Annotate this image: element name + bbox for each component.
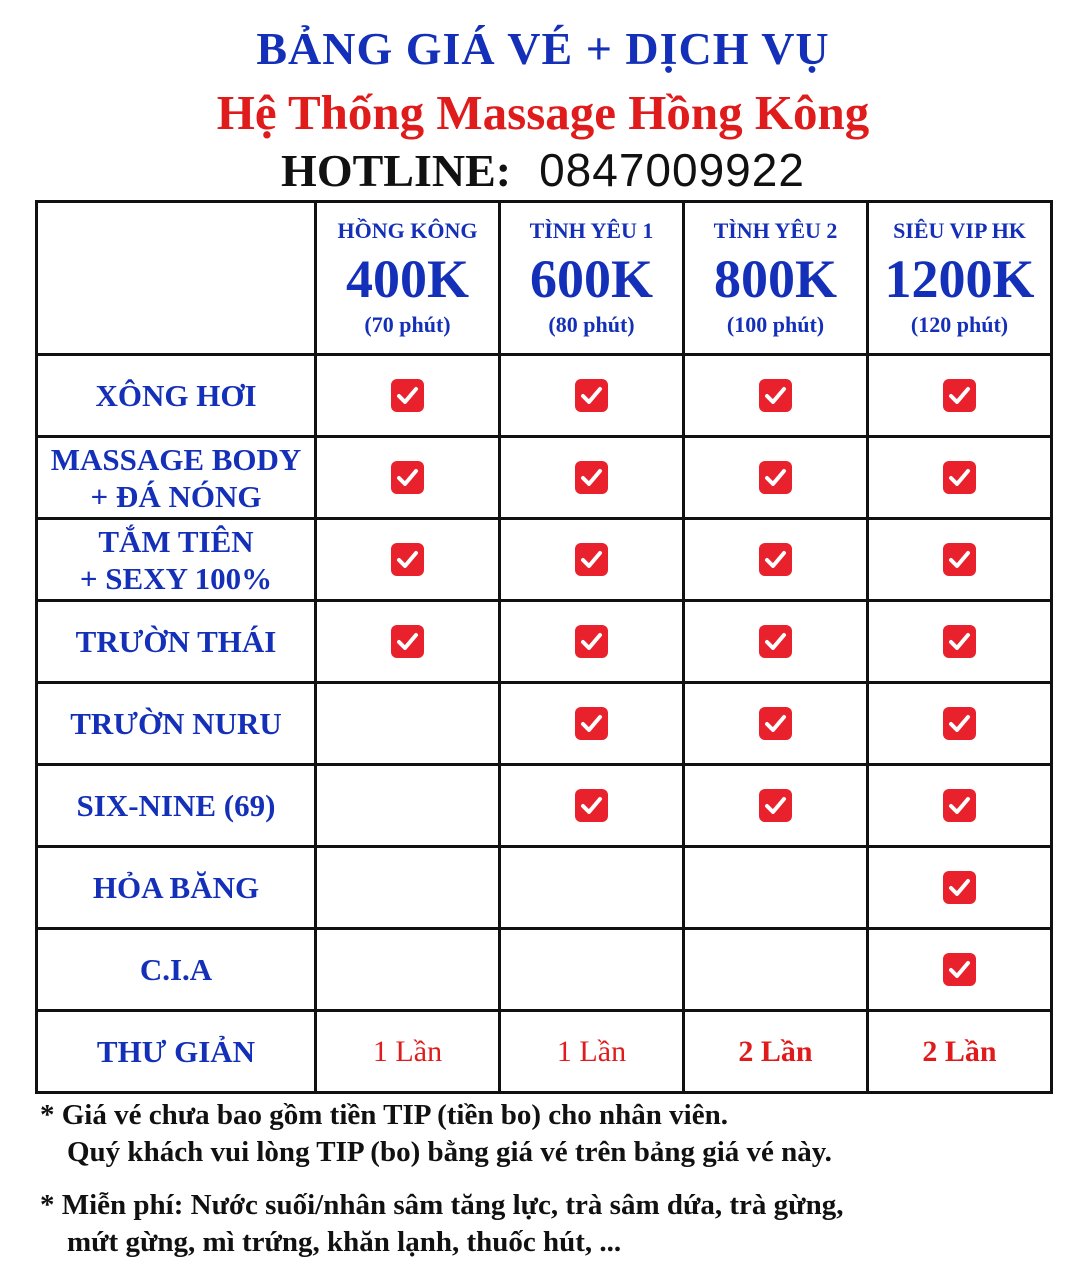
checkbox-checked-icon xyxy=(943,789,976,822)
service-package-cell xyxy=(868,437,1052,519)
package-price: 800K xyxy=(713,249,837,309)
service-package-cell xyxy=(684,519,868,601)
relax-row xyxy=(37,1011,1052,1093)
service-package-cell xyxy=(500,601,684,683)
service-package-cell xyxy=(500,355,684,437)
checkbox-checked-icon xyxy=(943,953,976,986)
relax-value-cell xyxy=(868,1011,1052,1093)
service-package-cell xyxy=(500,683,684,765)
service-package-cell xyxy=(684,847,868,929)
service-package-cell xyxy=(500,437,684,519)
package-name: TÌNH YÊU 1 xyxy=(529,218,654,243)
service-package-cell xyxy=(868,683,1052,765)
checkbox-checked-icon xyxy=(943,707,976,740)
service-label-line1: TRƯỜN THÁI xyxy=(75,624,277,659)
note-free-line1: * Miễn phí: Nước suối/nhân sâm tăng lực, trà sâm dứa, trà gừng, xyxy=(40,1189,844,1221)
service-package-cell xyxy=(316,765,500,847)
package-name: HỒNG KÔNG xyxy=(337,218,478,243)
service-package-cell xyxy=(684,765,868,847)
hotline xyxy=(0,143,1086,197)
checkbox-checked-icon xyxy=(759,461,792,494)
service-package-cell xyxy=(868,355,1052,437)
relax-value: 2 Lần xyxy=(922,1034,997,1068)
service-label xyxy=(38,869,314,906)
package-price: 600K xyxy=(529,249,653,309)
service-label-line1: HỎA BĂNG xyxy=(92,870,260,905)
package-cell xyxy=(500,202,684,355)
service-label-cell xyxy=(37,519,316,601)
checkbox-checked-icon xyxy=(759,379,792,412)
service-label xyxy=(38,787,314,824)
service-label-line1: C.I.A xyxy=(139,952,213,987)
service-package-cell xyxy=(500,519,684,601)
checkbox-checked-icon xyxy=(391,461,424,494)
service-label-line2: + SEXY 100% xyxy=(79,560,273,596)
package-cell xyxy=(316,202,500,355)
checkbox-checked-icon xyxy=(575,625,608,658)
service-package-cell xyxy=(316,355,500,437)
checkbox-checked-icon xyxy=(391,379,424,412)
service-row xyxy=(37,519,1052,601)
checkbox-checked-icon xyxy=(943,543,976,576)
relax-value: 1 Lần xyxy=(556,1034,627,1068)
note-free xyxy=(40,1187,843,1261)
service-label xyxy=(38,951,314,988)
service-label-cell xyxy=(37,1011,316,1093)
service-package-cell xyxy=(500,929,684,1011)
service-label-line1: MASSAGE BODY xyxy=(50,441,302,477)
service-package-cell xyxy=(316,519,500,601)
service-package-cell xyxy=(684,929,868,1011)
service-row xyxy=(37,683,1052,765)
service-package-cell xyxy=(684,437,868,519)
service-row xyxy=(37,437,1052,519)
relax-value: 1 Lần xyxy=(372,1034,443,1068)
service-label-cell xyxy=(37,355,316,437)
service-package-cell xyxy=(316,601,500,683)
checkbox-checked-icon xyxy=(759,543,792,576)
hotline-number[interactable]: 0847009922 xyxy=(539,144,805,196)
service-label-line1: SIX-NINE (69) xyxy=(76,788,276,823)
checkbox-checked-icon xyxy=(759,707,792,740)
service-label xyxy=(38,441,314,515)
service-label-cell xyxy=(37,683,316,765)
service-label xyxy=(38,623,314,660)
checkbox-checked-icon xyxy=(943,625,976,658)
checkbox-checked-icon xyxy=(943,461,976,494)
package-duration: (120 phút) xyxy=(910,312,1009,337)
service-row xyxy=(37,355,1052,437)
service-label-cell xyxy=(37,765,316,847)
service-package-cell xyxy=(316,929,500,1011)
service-package-cell xyxy=(868,765,1052,847)
service-package-cell xyxy=(500,765,684,847)
checkbox-checked-icon xyxy=(943,379,976,412)
service-row xyxy=(37,847,1052,929)
package-cell xyxy=(868,202,1052,355)
note-tip xyxy=(40,1097,832,1171)
service-package-cell xyxy=(684,601,868,683)
checkbox-checked-icon xyxy=(575,461,608,494)
service-label xyxy=(38,705,314,742)
service-package-cell xyxy=(868,519,1052,601)
note-free-line2: mứt gừng, mì trứng, khăn lạnh, thuốc hút, ... xyxy=(67,1226,622,1258)
service-row xyxy=(37,601,1052,683)
service-label-cell xyxy=(37,929,316,1011)
service-label-line1: TRƯỜN NURU xyxy=(70,706,282,741)
service-package-cell xyxy=(684,683,868,765)
checkbox-checked-icon xyxy=(575,789,608,822)
service-package-cell xyxy=(316,683,500,765)
service-row xyxy=(37,765,1052,847)
service-package-cell xyxy=(684,355,868,437)
package-duration: (100 phút) xyxy=(726,312,825,337)
hotline-label: HOTLINE: xyxy=(281,145,512,196)
package-cell xyxy=(684,202,868,355)
checkbox-checked-icon xyxy=(575,379,608,412)
checkbox-checked-icon xyxy=(575,707,608,740)
service-row xyxy=(37,929,1052,1011)
price-table xyxy=(35,200,1053,1094)
relax-value: 2 Lần xyxy=(738,1034,813,1068)
service-label-cell xyxy=(37,437,316,519)
relax-value-cell xyxy=(316,1011,500,1093)
service-package-cell xyxy=(868,847,1052,929)
checkbox-checked-icon xyxy=(759,625,792,658)
service-package-cell xyxy=(500,847,684,929)
service-package-cell xyxy=(868,601,1052,683)
checkbox-checked-icon xyxy=(943,871,976,904)
checkbox-checked-icon xyxy=(391,625,424,658)
service-label-line2: + ĐÁ NÓNG xyxy=(90,478,262,514)
service-label-line1: XÔNG HƠI xyxy=(95,378,257,413)
package-name: TÌNH YÊU 2 xyxy=(713,218,838,243)
package-price: 400K xyxy=(345,249,469,309)
page-title: BẢNG GIÁ VÉ + DỊCH VỤ xyxy=(256,23,830,74)
relax-value-cell xyxy=(684,1011,868,1093)
service-label xyxy=(38,377,314,414)
checkbox-checked-icon xyxy=(575,543,608,576)
service-label-cell xyxy=(37,847,316,929)
service-package-cell xyxy=(316,437,500,519)
header-empty-cell xyxy=(37,202,316,355)
page-subtitle: Hệ Thống Massage Hồng Kông xyxy=(216,85,870,140)
package-name: SIÊU VIP HK xyxy=(893,218,1026,243)
note-tip-line1: * Giá vé chưa bao gồm tiền TIP (tiền bo) cho nhân viên. xyxy=(40,1099,728,1131)
checkbox-checked-icon xyxy=(391,543,424,576)
service-label xyxy=(38,523,314,597)
service-label-cell xyxy=(37,601,316,683)
relax-label: THƯ GIẢN xyxy=(96,1034,256,1069)
relax-value-cell xyxy=(500,1011,684,1093)
table-header-row xyxy=(37,202,1052,355)
note-tip-line2: Quý khách vui lòng TIP (bo) bằng giá vé trên bảng giá vé này. xyxy=(67,1136,832,1168)
package-duration: (80 phút) xyxy=(548,312,635,337)
checkbox-checked-icon xyxy=(759,789,792,822)
service-label-line1: TẮM TIÊN xyxy=(98,523,254,559)
service-package-cell xyxy=(316,847,500,929)
package-price: 1200K xyxy=(884,249,1035,309)
package-duration: (70 phút) xyxy=(364,312,451,337)
service-package-cell xyxy=(868,929,1052,1011)
